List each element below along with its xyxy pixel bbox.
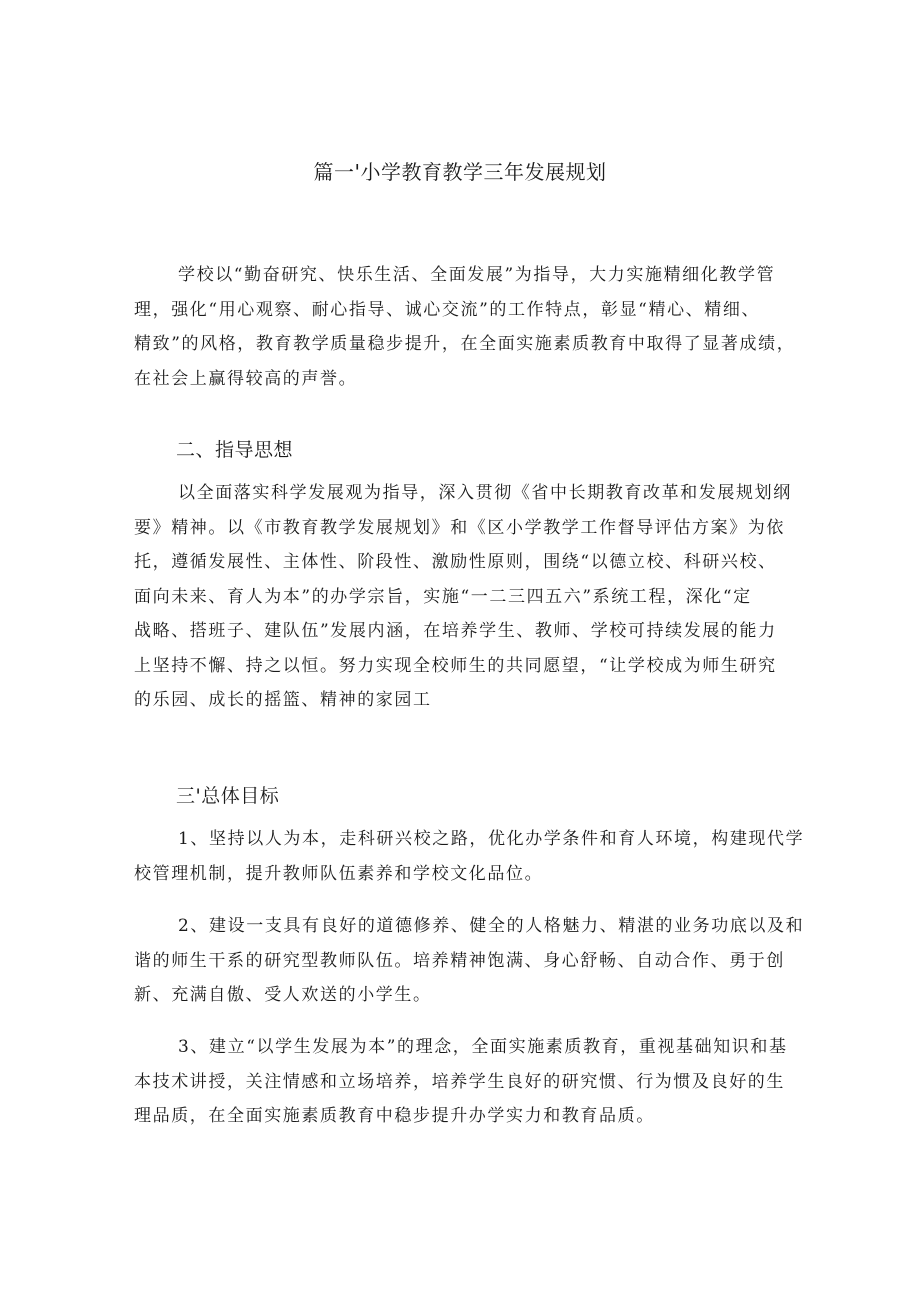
paragraph-line: 要》精神。以《市教育教学发展规划》和《区小学教学工作督导评估方案》为依	[134, 517, 785, 538]
paragraph-line: 谐的师生干系的研究型教师队伍。培养精神饱满、身心舒畅、自动合作、勇于创	[134, 950, 785, 971]
paragraph-line: 以全面落实科学发展观为指导，深入贯彻《省中长期教育改革和发展规划纲	[178, 483, 792, 503]
paragraph-line: 面向未来、育人为本”的办学宗旨，实施“一二三四五六”系统工程，深化“定	[134, 586, 752, 607]
paragraph-line: 校管理机制，提升教师队伍素养和学校文化品位。	[134, 863, 544, 884]
paragraph-line: 战略、搭班子、建队伍”发展内涵，在培养学生、教师、学校可持续发展的能力	[134, 621, 777, 641]
paragraph-line: 2、建设一支具有良好的道德修养、健全的人格魅力、精湛的业务功底以及和	[178, 916, 805, 936]
goal-item-2	[134, 909, 805, 1013]
section-heading-guiding-ideology: 二、指导思想	[176, 439, 294, 461]
intro-line: 在社会上赢得较高的声誉。	[134, 368, 358, 389]
paragraph-line: 理品质，在全面实施素质教育中稳步提升办学实力和教育品质。	[134, 1106, 655, 1126]
paragraph-line: 的乐园、成长的摇篮、精神的家园工	[134, 690, 432, 710]
paragraph-line: 3、建立“以学生发展为本”的理念，全面实施素质教育，重视基础知识和基	[178, 1037, 788, 1057]
paragraph-line: 1、坚持以人为本，走科研兴校之路，优化办学条件和育人环境，构建现代学	[178, 829, 805, 849]
paragraph-line: 上坚持不懈、持之以恒。努力实现全校师生的共同愿望，“让学校成为师生研究	[134, 655, 777, 676]
section-heading-overall-goals: 三'总体目标	[176, 785, 280, 807]
guiding-ideology-paragraph	[134, 476, 794, 718]
goal-item-1	[134, 822, 805, 891]
goal-item-3	[134, 1030, 794, 1134]
paragraph-line: 新、充满自傲、受人欢送的小学生。	[134, 985, 432, 1005]
document-title: 篇一'小学教育教学三年发展规划	[313, 160, 607, 184]
intro-line: 学校以“勤奋研究、快乐生活、全面发展”为指导，大力实施精细化教学管	[178, 265, 776, 285]
intro-line: 理，强化“用心观察、耐心指导、诚心交流”的工作特点，彰显“精心、精细、	[134, 299, 761, 320]
paragraph-line: 本技术讲授，关注情感和立场培养，培养学生良好的研究惯、行为惯及良好的生	[134, 1071, 785, 1092]
intro-line: 精致”的风格，教育教学质量稳步提升，在全面实施素质教育中取得了显著成绩，	[134, 334, 796, 354]
intro-paragraph	[134, 258, 794, 396]
paragraph-line: 托，遵循发展性、主体性、阶段性、激励性原则，围绕“以德立校、科研兴校、	[134, 552, 777, 572]
